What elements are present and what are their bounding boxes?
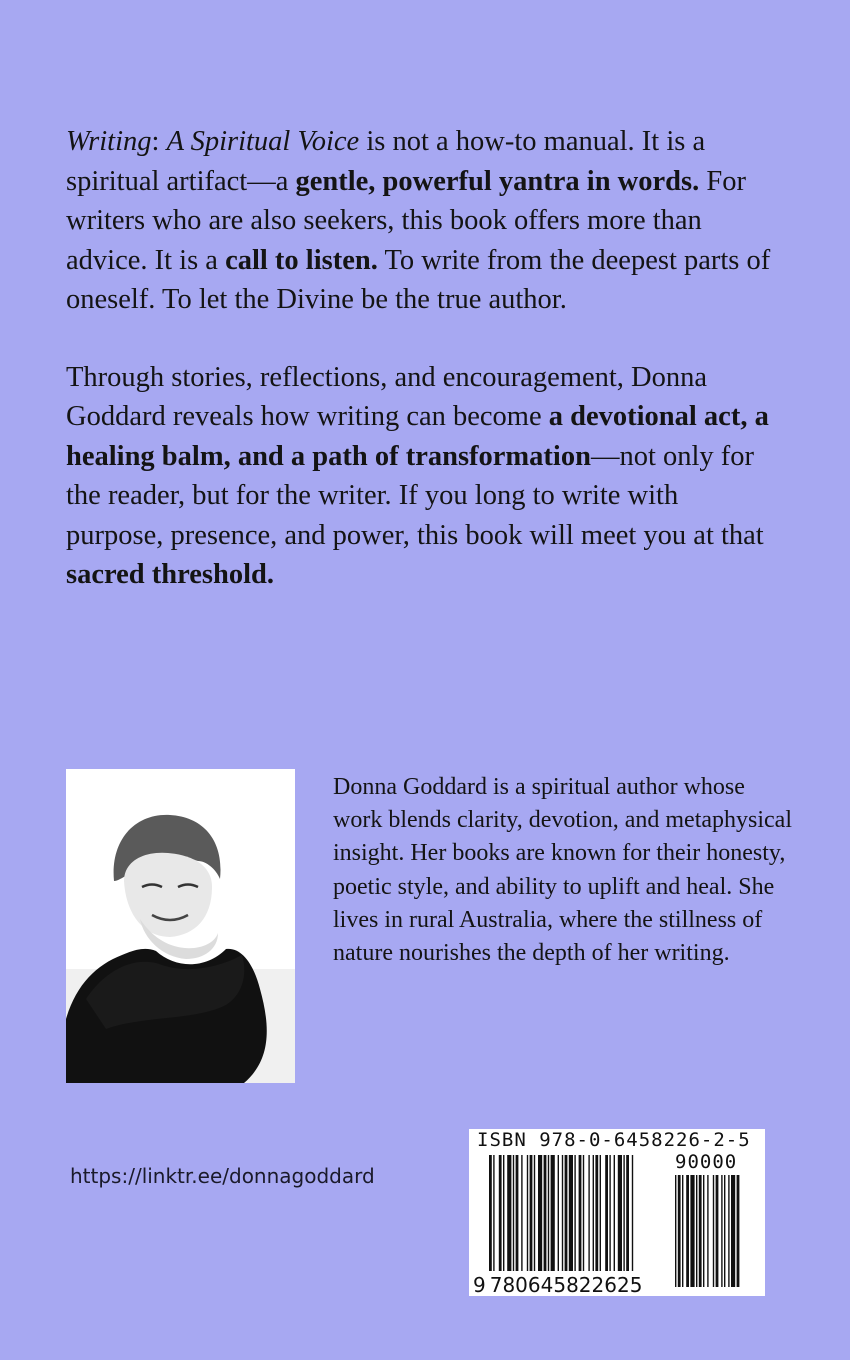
barcode-bar	[632, 1155, 633, 1271]
barcode-bar	[551, 1155, 555, 1271]
barcode-bar	[499, 1155, 502, 1271]
barcode-bar	[623, 1155, 624, 1271]
blurb-run: a devotional act, a healing balm, and a path of transformation	[66, 401, 769, 472]
blurb-paragraph-2	[66, 358, 776, 595]
blurb-run: gentle, powerful yantra in words.	[295, 165, 700, 197]
barcode-bar	[548, 1155, 549, 1271]
blurb-run: sacred threshold.	[66, 559, 274, 590]
barcode-addon-bar	[678, 1175, 681, 1287]
blurb-run: For writers who are also seekers, this book offers more than advice. It is a	[66, 165, 746, 276]
barcode-bar	[513, 1155, 514, 1271]
barcode-addon-bar	[707, 1175, 708, 1287]
barcode-bar	[534, 1155, 535, 1271]
blurb-run: —not only for the reader, but for the writer. If you long to write with purpose, presence, and power, this book will meet you at that	[66, 440, 764, 551]
back-cover-blurb	[66, 122, 776, 633]
barcode-bar	[503, 1155, 504, 1271]
author-photo	[66, 769, 295, 1083]
isbn-barcode	[469, 1129, 765, 1296]
barcode-bar	[569, 1155, 573, 1271]
barcode-addon-bar	[721, 1175, 722, 1287]
author-link[interactable]: https://linktr.ee/donnagoddard	[70, 1164, 375, 1188]
barcode-bar	[574, 1155, 575, 1271]
barcode-addon-bar	[696, 1175, 697, 1287]
barcode-addon-bar	[703, 1175, 704, 1287]
barcode-bar	[600, 1155, 601, 1271]
barcode-digit-first: 9	[473, 1273, 486, 1297]
barcode-bar	[593, 1155, 594, 1271]
barcode-bars	[469, 1129, 765, 1296]
barcode-bar	[493, 1155, 494, 1271]
barcode-bar	[489, 1155, 492, 1271]
blurb-run: call to listen.	[225, 244, 378, 276]
barcode-bar	[516, 1155, 519, 1271]
blurb-run: is not a how-to manual. It is a spiritual artifact—a	[66, 126, 706, 197]
barcode-bar	[530, 1155, 533, 1271]
barcode-bar	[507, 1155, 511, 1271]
barcode-bar	[565, 1155, 568, 1271]
barcode-bar	[521, 1155, 522, 1271]
barcode-addon-bar	[731, 1175, 735, 1287]
barcode-addon-bar	[675, 1175, 676, 1287]
blurb-run: A Spiritual Voice	[166, 126, 360, 157]
barcode-bar	[605, 1155, 608, 1271]
barcode-bar	[583, 1155, 584, 1271]
blurb-run: To write from the deepest parts of oneself. To let the Divine be the true author.	[66, 244, 771, 315]
author-bio: Donna Goddard is a spiritual author whose work blends clarity, devotion, and metaphysical insight. Her books are known for their honesty, poetic style, and ability to uplift and heal. She lives in rural Australia, where the stillness of nature nourishes the depth of her writing.	[333, 774, 792, 967]
blurb-run: Through stories, reflections, and encouragement, Donna Goddard reveals how writing can become	[66, 361, 708, 432]
barcode-bar	[527, 1155, 528, 1271]
blurb-run: Writing	[66, 126, 152, 157]
barcode-addon-bar	[728, 1175, 729, 1287]
price-code: 90000	[675, 1151, 738, 1173]
barcode-bar	[609, 1155, 610, 1271]
barcode-addon-bar	[724, 1175, 725, 1287]
barcode-bar	[618, 1155, 622, 1271]
barcode-addon-bar	[686, 1175, 689, 1287]
barcode-addon-bar	[737, 1175, 740, 1287]
barcode-bar	[588, 1155, 589, 1271]
barcode-digits-rest: 780645822625	[489, 1273, 643, 1297]
isbn-label: ISBN 978-0-6458226-2-5	[477, 1129, 751, 1151]
barcode-addon-bar	[713, 1175, 714, 1287]
barcode-digits	[473, 1273, 642, 1297]
barcode-addon-bar	[682, 1175, 683, 1287]
barcode-bar	[562, 1155, 563, 1271]
barcode-addon-bar	[690, 1175, 694, 1287]
barcode-bar	[614, 1155, 615, 1271]
barcode-bar	[558, 1155, 559, 1271]
barcode-bar	[595, 1155, 598, 1271]
barcode-bar	[544, 1155, 547, 1271]
barcode-bar	[626, 1155, 629, 1271]
blurb-run: :	[151, 126, 167, 157]
blurb-paragraph-1	[66, 122, 776, 320]
barcode-addon-bar	[716, 1175, 719, 1287]
barcode-bar	[538, 1155, 542, 1271]
barcode-bar	[579, 1155, 582, 1271]
barcode-addon-bar	[699, 1175, 702, 1287]
